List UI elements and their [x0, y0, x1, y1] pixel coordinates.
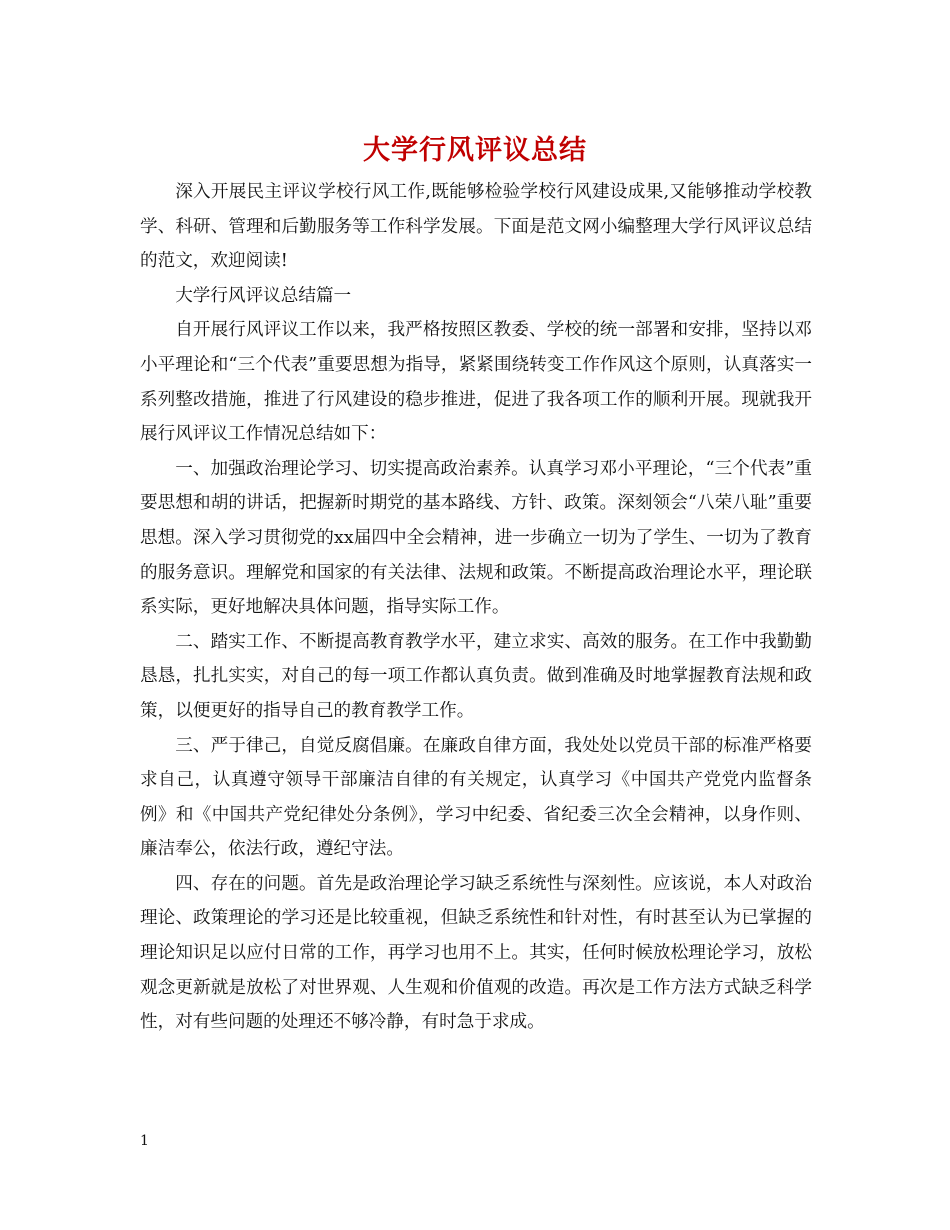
page-number: 1 [140, 1133, 149, 1149]
paragraph-intro: 深入开展民主评议学校行风工作,既能够检验学校行风建设成果,又能够推动学校教学、科研、管理和后勤服务等工作科学发展。下面是范文网小编整理大学行风评议总结的范文，欢迎阅读! [140, 182, 812, 272]
paragraph-point-2: 二、踏实工作、不断提高教育教学水平，建立求实、高效的服务。在工作中我勤勤恳恳，扎扎实实，对自己的每一项工作都认真负责。做到准确及时地掌握教育法规和政策，以便更好的指导自己的教育教学工作。 [140, 631, 812, 721]
paragraph-overview: 自开展行风评议工作以来，我严格按照区教委、学校的统一部署和安排，坚持以邓小平理论和“三个代表”重要思想为指导，紧紧围绕转变工作作风这个原则，认真落实一系列整改措施，推进了行风建设的稳步推进，促进了我各项工作的顺利开展。现就我开展行风评议工作情况总结如下： [140, 320, 812, 445]
document-title: 大学行风评议总结 [363, 135, 587, 166]
paragraph-point-3: 三、严于律己，自觉反腐倡廉。在廉政自律方面，我处处以党员干部的标准严格要求自己，认真遵守领导干部廉洁自律的有关规定，认真学习《中国共产党党内监督条例》和《中国共产党纪律处分条例》，学习中纪委、省纪委三次全会精神，以身作则、廉洁奉公，依法行政，遵纪守法。 [140, 735, 812, 860]
paragraph-point-4: 四、存在的问题。首先是政治理论学习缺乏系统性与深刻性。应该说，本人对政治理论、政策理论的学习还是比较重视，但缺乏系统性和针对性，有时甚至认为已掌握的理论知识足以应付日常的工作，再学习也用不上。其实，任何时候放松理论学习，放松观念更新就是放松了对世界观、人生观和价值观的改造。再次是工作方法方式缺乏科学性，对有些问题的处理还不够冷静，有时急于求成。 [140, 873, 812, 1033]
paragraph-point-1: 一、加强政治理论学习、切实提高政治素养。认真学习邓小平理论，“三个代表”重要思想和胡的讲话，把握新时期党的基本路线、方针、政策。深刻领会“八荣八耻”重要思想。深入学习贯彻党的xx届四中全会精神，进一步确立一切为了学生、一切为了教育的服务意识。理解党和国家的有关法律、法规和政策。不断提高政治理论水平，理论联系实际，更好地解决具体问题，指导实际工作。 [140, 458, 812, 618]
paragraph-section-heading: 大学行风评议总结篇一 [175, 285, 352, 306]
document-body [140, 175, 812, 1040]
